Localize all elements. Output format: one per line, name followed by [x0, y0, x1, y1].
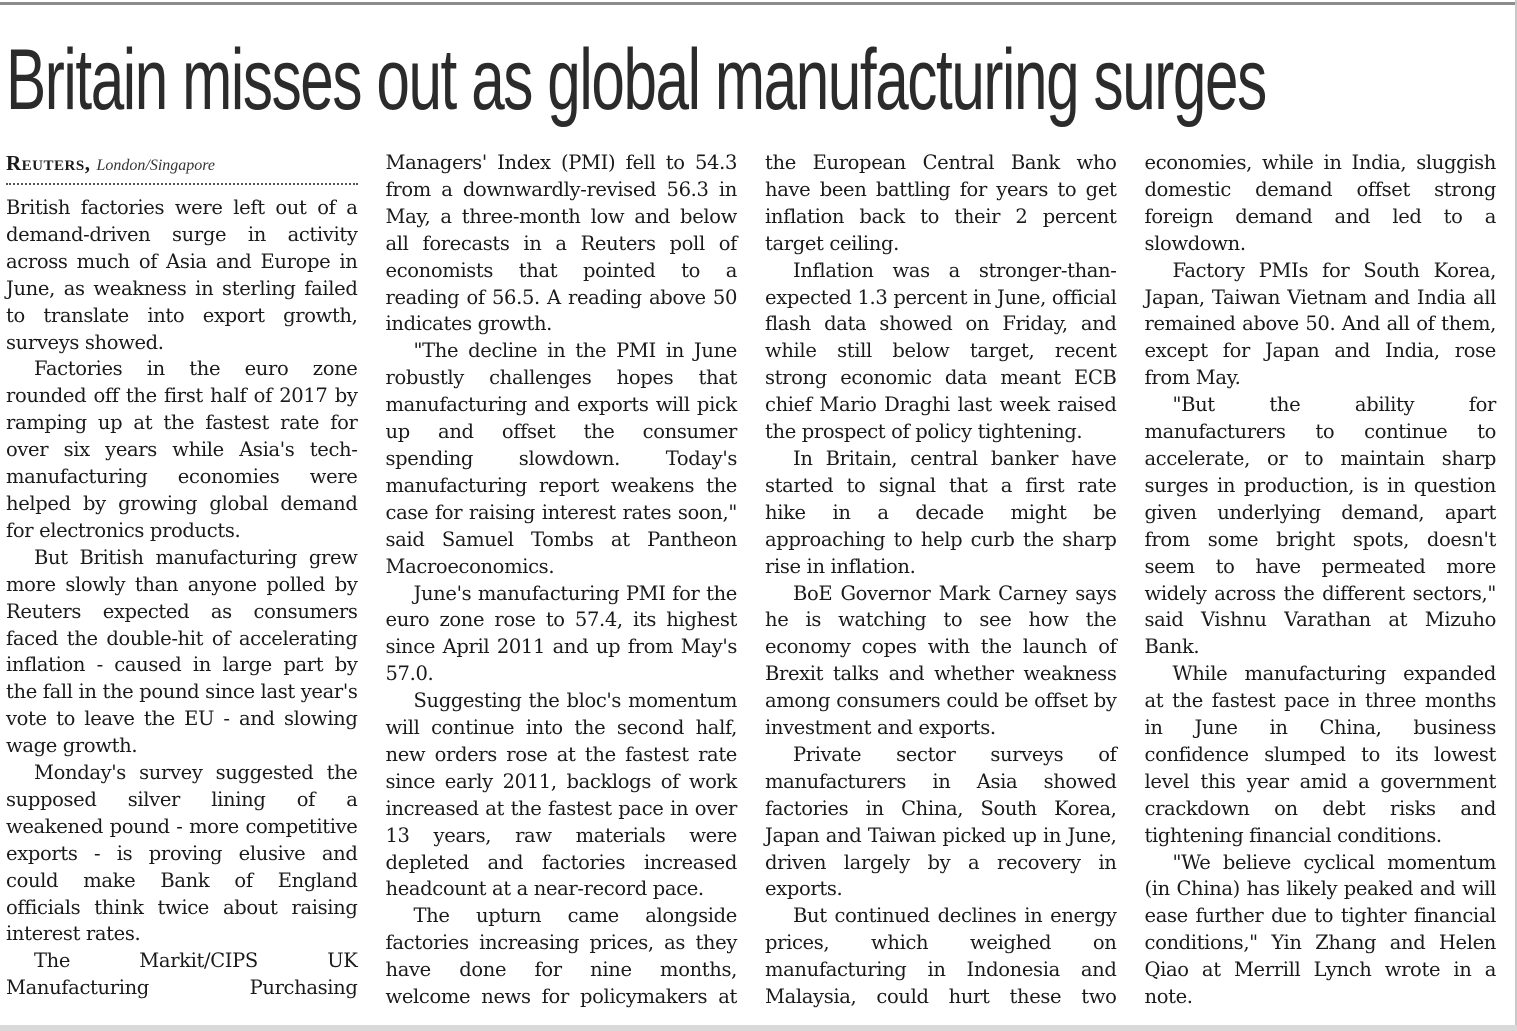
paragraph: "We believe cyclical momentum (in China) has likely peaked and will ease further due to tighter financial conditions," Yin Zhang and Helen Qiao at Merrill Lynch wrote in a note.	[1144, 850, 1496, 1009]
top-rule	[0, 2, 1517, 5]
paragraph: June's manufacturing PMI for the euro zone rose to 57.4, its highest since April 2011 and up from May's 57.0.	[385, 581, 737, 686]
paragraph: "The decline in the PMI in June robustly challenges hopes that manufacturing and exports will pick up and offset the consumer spending slowdown. Today's manufacturing report weakens the case for raising interest rates soon," said Samuel Tombs at Pantheon Macroeconomics.	[385, 339, 737, 578]
byline-source: Reuters,	[6, 151, 91, 175]
paragraph: "But the ability for manufacturers to continue to accelerate, or to maintain sharp surges in production, is in question given underlying demand, apart from some bright spots, doesn't seem to have permeated more widely across the different sectors," said Vishnu Varathan at Mizuho Bank.	[1144, 393, 1496, 659]
byline	[6, 150, 358, 179]
paragraph: While manufacturing expanded at the fastest pace in three months in June in China, business confidence slumped to its lowest level this year amid a government crackdown on debt risks and tightening financial conditions.	[1144, 662, 1496, 847]
paragraph: Monday's survey suggested the supposed silver lining of a weakened pound - more competitive exports - is proving elusive and could make Bank of England officials think twice about raising interest rates.	[6, 761, 358, 946]
paragraph: British factories were left out of a demand-driven surge in activity across much of Asia and Europe in June, as weakness in sterling failed to translate into export growth, surveys showed.	[6, 196, 358, 354]
paragraph: BoE Governor Mark Carney says he is watching to see how the economy copes with the launch of Brexit talks and whether weakness among consumers could be offset by investment and exports.	[765, 581, 1117, 740]
paragraph: Factory PMIs for South Korea, Japan, Taiwan Vietnam and India all remained above 50. And all of them, except for Japan and India, rose from May.	[1144, 258, 1496, 390]
bottom-rule	[0, 1025, 1517, 1031]
article-body	[6, 150, 1496, 1015]
paragraph: In Britain, central banker have started to signal that a first rate hike in a decade might be approaching to help curb the sharp rise in inflation.	[765, 446, 1117, 578]
paragraph: The upturn came alongside factories increasing prices, as they have done for nine months, welcome news for policymakers at the European Central Bank who have been battling for years to get inflation back to their 2 percent target ceiling.	[385, 151, 1117, 1009]
paragraph: Factories in the euro zone rounded off the first half of 2017 by ramping up at the fastest rate for over six years while Asia's tech-manufacturing economies were helped by growing global demand for electronics products.	[6, 357, 358, 542]
headline: Britain misses out as global manufacturing surges	[6, 32, 1266, 128]
paragraph: Suggesting the bloc's momentum will continue into the second half, new orders rose at the fastest rate since early 2011, backlogs of work increased at the fastest pace in over 13 years, raw materials were depleted and factories increased headcount at a near-record pace.	[385, 689, 737, 901]
byline-divider	[6, 183, 358, 185]
paragraph: Private sector surveys of manufacturers in Asia showed factories in China, South Korea, Japan and Taiwan picked up in June, driven largely by a recovery in exports.	[765, 742, 1117, 901]
paragraph: The Markit/CIPS UK Manufacturing Purchasing Managers' Index (PMI) fell to 54.3 from a downwardly-revised 56.3 in May, a three-month low and below all forecasts in a Reuters poll of economists that pointed to a reading of 56.5. A reading above 50 indicates growth.	[6, 151, 737, 1000]
paragraph: Inflation was a stronger-than-expected 1.3 percent in June, official flash data showed on Friday, and while still below target, recent strong economic data meant ECB chief Mario Draghi last week raised the prospect of policy tightening.	[765, 258, 1117, 444]
paragraph: But British manufacturing grew more slowly than anyone polled by Reuters expected as consumers faced the double-hit of accelerating inflation - caused in large part by the fall in the pound since last year's vote to leave the EU - and slowing wage growth.	[6, 545, 358, 758]
paragraph: But continued declines in energy prices, which weighed on manufacturing in Indonesia and Malaysia, could hurt these two economies, while in India, sluggish domestic demand offset strong foreign demand and led to a slowdown.	[765, 151, 1496, 1009]
byline-location: London/Singapore	[96, 157, 216, 174]
